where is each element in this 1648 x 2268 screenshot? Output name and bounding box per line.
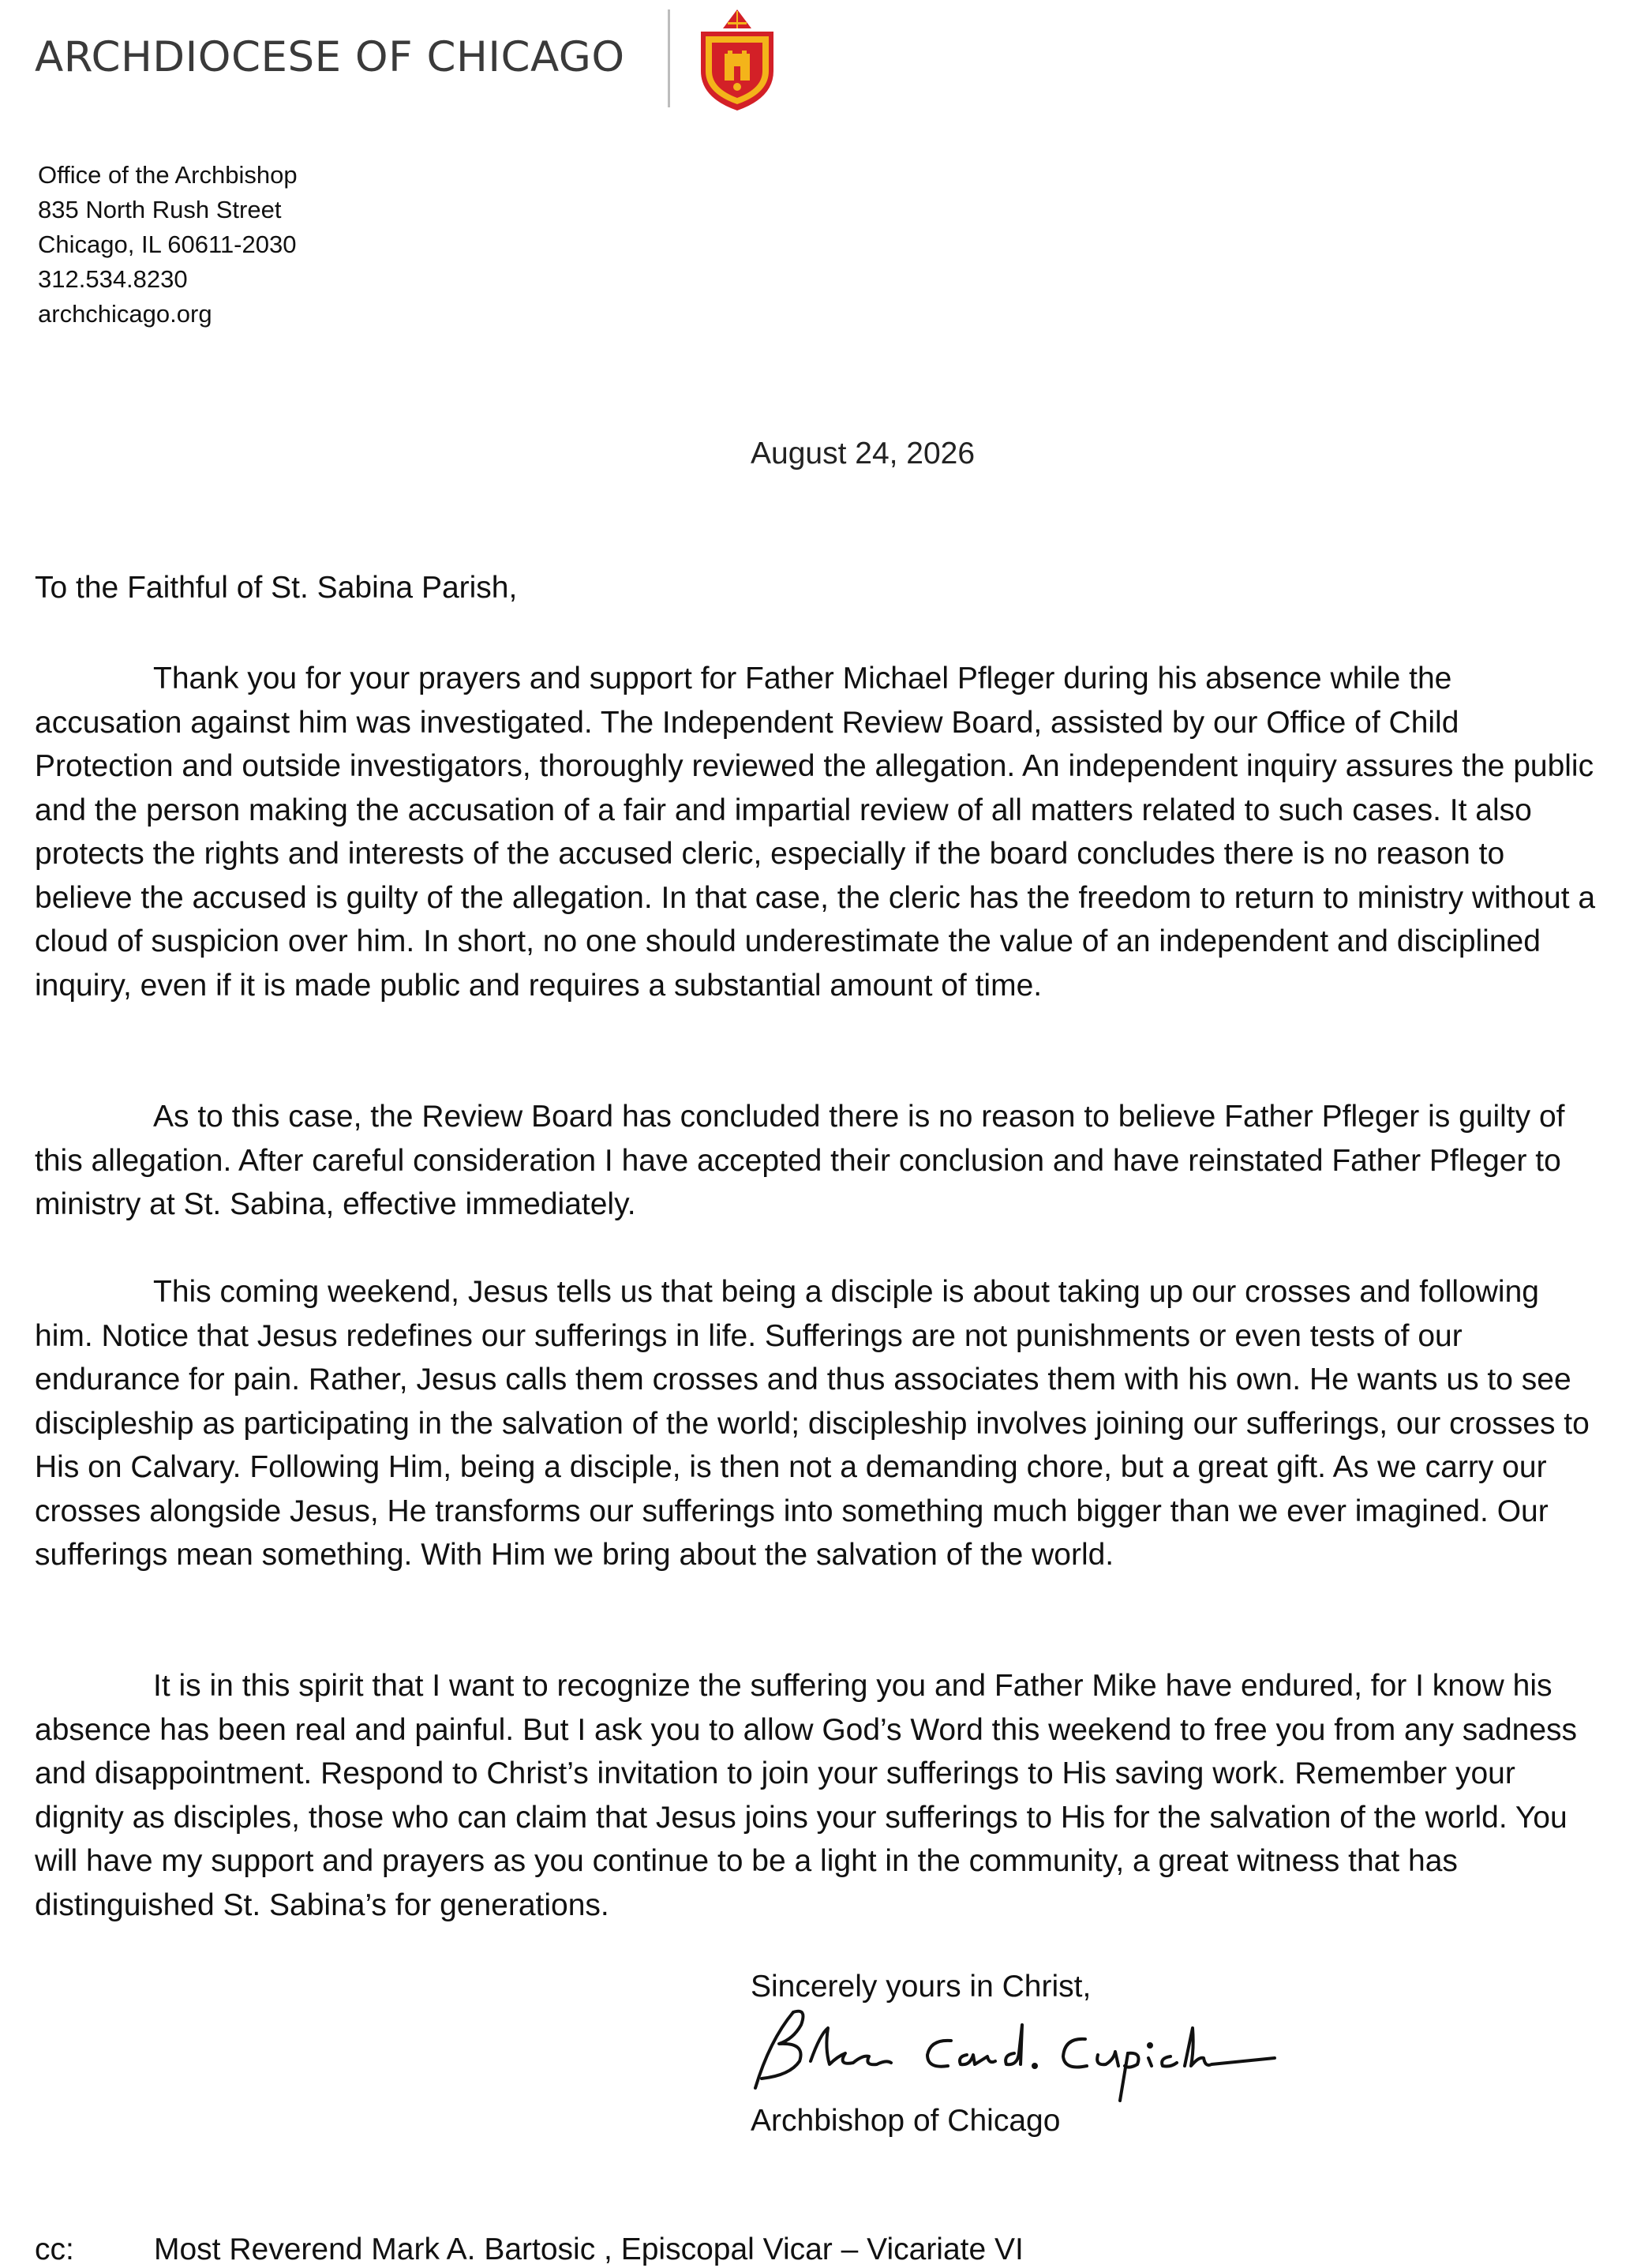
letterhead-divider	[668, 9, 670, 107]
address-line: 835 North Rush Street	[38, 196, 282, 223]
body-paragraph	[35, 1270, 1605, 1577]
complimentary-close: Sincerely yours in Christ,	[751, 1970, 1092, 2004]
cc-label: cc:	[35, 2232, 74, 2266]
address-phone: 312.534.8230	[38, 265, 188, 293]
address-line: Office of the Archbishop	[38, 161, 298, 189]
address-line: Chicago, IL 60611-2030	[38, 231, 297, 258]
paragraph-text: Thank you for your prayers and support for Father Michael Pfleger during his absence while the accusation against him was investigated. The Independent Review Board, assisted by our Office of Child Protection and outside investigators, thoroughly reviewed the allegation. An independent inquiry assures the public and the person making the accusation of a fair and impartial review of all matters related to such cases. It also protects the rights and interests of the accused cleric, especially if the board concludes there is no reason to believe the accused is guilty of the allegation. In that case, the cleric has the freedom to return to ministry without a cloud of suspicion over him. In short, no one should underestimate the value of an independent and disciplined inquiry, even if it is made public and requires a substantial amount of time.	[35, 662, 1596, 1003]
organization-name: ARCHDIOCESE OF CHICAGO	[35, 33, 625, 81]
archdiocese-crest-icon	[688, 5, 786, 112]
body-paragraph	[35, 1664, 1605, 1927]
paragraph-text: It is in this spirit that I want to recognize the suffering you and Father Mike have endured, for I know his absence has been real and painful. But I ask you to allow God’s Word this weekend to free you from any sadness and disappointment. Respond to Christ’s invitation to join your sufferings to His saving work. Remember your dignity as disciples, those who can claim that Jesus joins your sufferings to His for the salvation of the world. You will have my support and prayers as you continue to be a light in the community, a great witness that has distinguished St. Sabina’s for generations.	[35, 1669, 1578, 1922]
body-paragraph	[35, 657, 1605, 1007]
handwritten-signature	[738, 1993, 1290, 2120]
signatory-title: Archbishop of Chicago	[751, 2104, 1061, 2138]
address-website: archchicago.org	[38, 300, 212, 328]
salutation: To the Faithful of St. Sabina Parish,	[35, 571, 518, 605]
paragraph-text: This coming weekend, Jesus tells us that being a disciple is about taking up our crosses and following him. Notice that Jesus redefines our sufferings in life. Sufferings are not punishments or even tests of our endurance for pain. Rather, Jesus calls them crosses and thus associates them with his own. He wants us to see discipleship as participating in the salvation of the world; discipleship involves joining our sufferings, our crosses to His on Calvary. Following Him, being a disciple, is then not a demanding chore, but a great gift. As we carry our crosses alongside Jesus, He transforms our sufferings into something much bigger than we ever imagined. Our sufferings mean something. With Him we bring about the salvation of the world.	[35, 1275, 1590, 1572]
sender-address	[38, 158, 298, 332]
letterhead	[35, 0, 824, 111]
cc-recipient: Most Reverend Mark A. Bartosic , Episcopal Vicar – Vicariate VI	[154, 2232, 1024, 2266]
body-paragraph	[35, 1095, 1605, 1227]
letter-date: August 24, 2026	[751, 437, 976, 470]
paragraph-text: As to this case, the Review Board has concluded there is no reason to believe Father Pfleger is guilty of this allegation. After careful consideration I have accepted their conclusion and have reinstated Father Pfleger to ministry at St. Sabina, effective immediately.	[35, 1100, 1565, 1221]
